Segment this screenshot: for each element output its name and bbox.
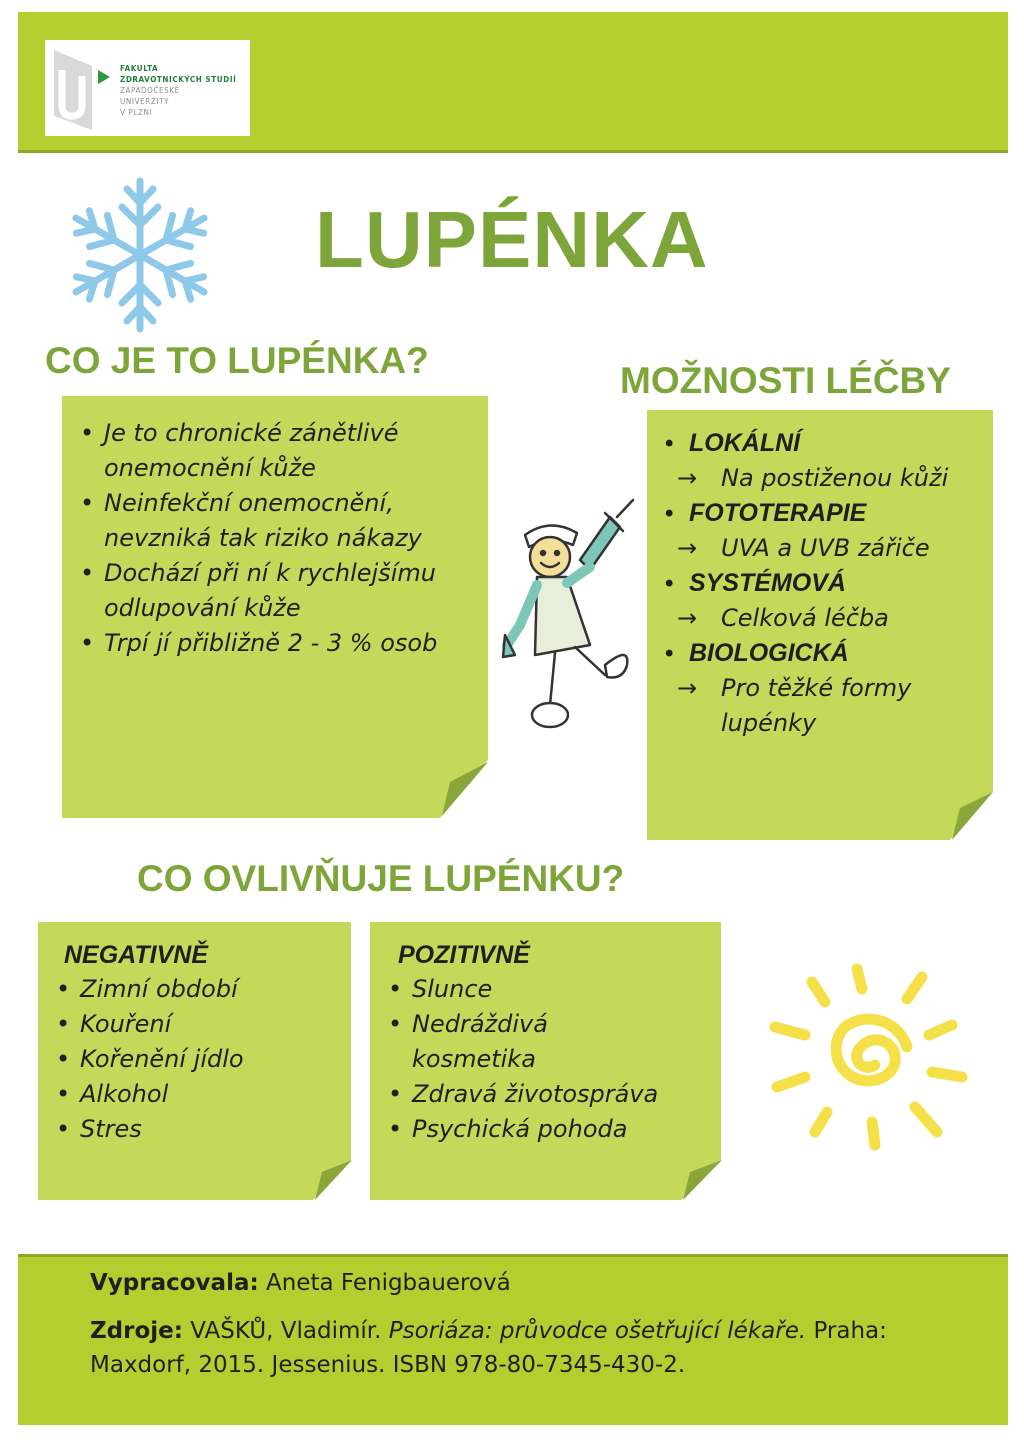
- positive-title: POZITIVNĚ: [398, 941, 530, 969]
- influence-heading: CO OVLIVŇUJE LUPÉNKU?: [137, 858, 625, 899]
- treatment-item-label: • SYSTÉMOVÁ: [647, 566, 993, 601]
- treatment-item-detail: Pro těžké formy lupénky: [721, 674, 912, 737]
- page-curl-icon: [311, 1158, 353, 1202]
- logo-line-2: ZDRAVOTNICKÝCH STUDIÍ: [120, 75, 237, 84]
- positive-item: • Zdravá životospráva: [370, 1077, 721, 1112]
- sources-label: Zdroje:: [90, 1318, 183, 1344]
- sources-author: VAŠKŮ, Vladimír.: [190, 1318, 382, 1344]
- negative-title: NEGATIVNĚ: [64, 941, 208, 969]
- treatment-item-label: • LOKÁLNÍ: [647, 426, 993, 461]
- positive-note: [370, 922, 721, 1200]
- negative-item: • Stres: [38, 1112, 351, 1147]
- page-curl-icon: [679, 1158, 723, 1202]
- treatment-item-detail: UVA a UVB zářiče: [721, 534, 930, 562]
- what-item: • Neinfekční onemocnění, nevzniká tak riziko nákazy: [62, 486, 468, 556]
- page-curl-icon: [948, 790, 994, 842]
- author-label: Vypracovala:: [90, 1270, 259, 1296]
- arrow-icon: →: [677, 464, 698, 492]
- sources-title: Psoriáza: průvodce ošetřující lékaře.: [388, 1318, 807, 1344]
- sources-rest: Praha: Maxdorf, 2015. Jessenius. ISBN 978-80-7345-430-2.: [90, 1318, 887, 1378]
- negative-note: [38, 922, 351, 1200]
- logo-line-1: FAKULTA: [120, 64, 159, 73]
- logo-play-icon: [98, 70, 110, 84]
- author-line: [90, 1266, 980, 1300]
- nurse-figure-icon: [495, 495, 640, 735]
- treatment-item-label: • FOTOTERAPIE: [647, 496, 993, 531]
- logo-line-3: ZÁPADOČESKÉ: [120, 86, 180, 95]
- what-item: • Trpí jí přibližně 2 - 3 % osob: [62, 626, 468, 661]
- treatment-item-detail: Na postiženou kůži: [721, 464, 949, 492]
- negative-item: • Zimní období: [38, 972, 351, 1007]
- page-curl-icon: [440, 760, 490, 820]
- treatment-item-detail: Celková léčba: [721, 604, 889, 632]
- what-is-heading: CO JE TO LUPÉNKA?: [45, 340, 429, 381]
- sun-icon: [760, 960, 975, 1155]
- sources-line: [90, 1314, 980, 1382]
- snowflake-icon: [55, 175, 225, 335]
- logo-line-4: UNIVERZITY: [120, 97, 170, 106]
- positive-item: • Nedráždivá kosmetika: [370, 1007, 612, 1077]
- what-item: • Dochází při ní k rychlejšímu odlupování kůže: [62, 556, 468, 626]
- university-logo-icon: [52, 46, 94, 130]
- what-item: • Je to chronické zánětlivé onemocnění kůže: [62, 416, 468, 486]
- header-divider: [18, 150, 1008, 153]
- treatment-heading: MOŽNOSTI LÉČBY: [620, 360, 951, 401]
- negative-item: • Kořeněnı́ jídlo: [38, 1042, 351, 1077]
- treatment-item-label: • BIOLOGICKÁ: [647, 636, 993, 671]
- positive-item: • Slunce: [370, 972, 721, 1007]
- negative-item: • Alkohol: [38, 1077, 351, 1112]
- arrow-icon: →: [677, 604, 698, 632]
- arrow-icon: →: [677, 534, 698, 562]
- what-is-note: [62, 396, 488, 818]
- positive-item: • Psychická pohoda: [370, 1112, 721, 1147]
- page-title: LUPÉNKA: [315, 195, 709, 284]
- author-name: Aneta Fenigbauerová: [265, 1270, 511, 1296]
- arrow-icon: →: [677, 674, 698, 702]
- logo-line-5: V PLZNI: [120, 108, 153, 117]
- negative-item: • Kouření: [38, 1007, 351, 1042]
- treatment-note: [647, 410, 993, 840]
